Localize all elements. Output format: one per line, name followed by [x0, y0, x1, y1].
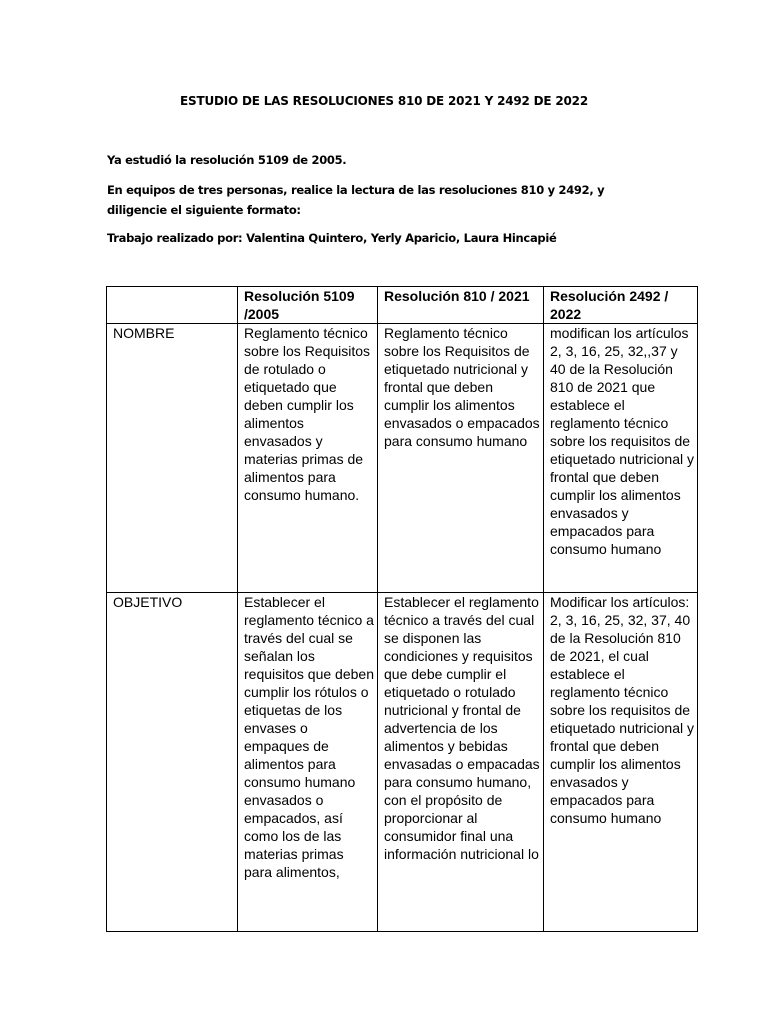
table-cell: Establecer el reglamento técnico a través del cual se disponen las condiciones y requisitos que debe cumplir el etiquetado o rotulado nutricional y frontal de advertencia de los alimentos y bebidas envasadas o empacadas para consumo humano, con el propósito de proporcionar al consumidor final una información nutricional lo [378, 593, 544, 932]
row-label-nombre: NOMBRE [107, 324, 238, 593]
header-cell-resolucion-2492: Resolución 2492 / 2022 [544, 287, 698, 324]
instructions-paragraph: En equipos de tres personas, realice la lectura de las resoluciones 810 y 2492, y diligencie el siguiente formato: [107, 183, 605, 217]
table-cell: modifican los artículos 2, 3, 16, 25, 32,,37 y 40 de la Resolución 810 de 2021 que establece el reglamento técnico sobre los requisitos de etiquetado nutricional y frontal que deben cumplir los alimentos envasados y empacados para consumo humano [544, 324, 698, 593]
resolutions-comparison-table [106, 286, 698, 932]
header-cell-resolucion-810: Resolución 810 / 2021 [378, 287, 544, 324]
table-header-row [107, 287, 698, 324]
document-title: ESTUDIO DE LAS RESOLUCIONES 810 DE 2021 Y 2492 DE 2022 [180, 94, 588, 108]
table-cell: Reglamento técnico sobre los Requisitos de rotulado o etiquetado que deben cumplir los alimentos envasados y materias primas de alimentos para consumo humano. [238, 324, 378, 593]
table-cell: Modificar los artículos: 2, 3, 16, 25, 32, 37, 40 de la Resolución 810 de 2021, el cual establece el reglamento técnico sobre los requisitos de etiquetado nutricional y frontal que deben cumplir los alimentos envasados y empacados para consumo humano [544, 593, 698, 932]
header-cell-empty [107, 287, 238, 324]
row-label-objetivo: OBJETIVO [107, 593, 238, 932]
table-cell: Establecer el reglamento técnico a través del cual se señalan los requisitos que deben cumplir los rótulos o etiquetas de los envases o empaques de alimentos para consumo humano envasados o empacados, así como los de las materias primas para alimentos, [238, 593, 378, 932]
table-row [107, 324, 698, 593]
header-cell-resolucion-5109: Resolución 5109 /2005 [238, 287, 378, 324]
intro-paragraph: Ya estudió la resolución 5109 de 2005. [107, 153, 347, 167]
table-row [107, 593, 698, 932]
table-cell: Reglamento técnico sobre los Requisitos de etiquetado nutricional y frontal que deben cumplir los alimentos envasados o empacados para consumo humano [378, 324, 544, 593]
authors-paragraph: Trabajo realizado por: Valentina Quintero, Yerly Aparicio, Laura Hincapié [107, 231, 557, 245]
